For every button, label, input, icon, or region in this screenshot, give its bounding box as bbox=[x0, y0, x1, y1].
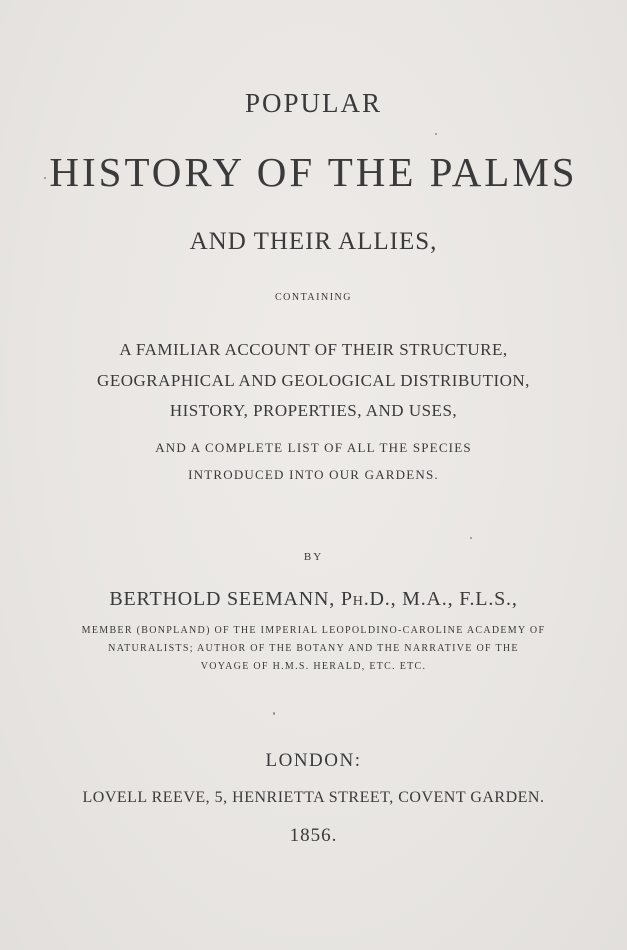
description-line: HISTORY, PROPERTIES, AND USES, bbox=[169, 401, 458, 420]
paper-speck bbox=[44, 177, 46, 179]
publication-place: LONDON: bbox=[265, 750, 362, 771]
title-line-popular: POPULAR bbox=[244, 88, 383, 118]
affiliation-line: MEMBER (BONPLAND) OF THE IMPERIAL LEOPOLDINO-CAROLINE ACADEMY OF bbox=[81, 625, 546, 636]
main-title: HISTORY OF THE PALMS bbox=[49, 149, 578, 195]
publisher: LOVELL REEVE, 5, HENRIETTA STREET, COVENT GARDEN. bbox=[82, 789, 545, 806]
by-label: BY bbox=[303, 551, 324, 563]
author-name: BERTHOLD SEEMANN, Ph.D., M.A., F.L.S., bbox=[109, 588, 518, 610]
description-line: GEOGRAPHICAL AND GEOLOGICAL DISTRIBUTION, bbox=[97, 371, 530, 390]
affiliation-line: VOYAGE OF H.M.S. HERALD, ETC. ETC. bbox=[200, 661, 427, 672]
description-line: INTRODUCED INTO OUR GARDENS. bbox=[188, 467, 439, 482]
description-line: AND A COMPLETE LIST OF ALL THE SPECIES bbox=[155, 440, 472, 455]
paper-speck bbox=[435, 133, 437, 135]
description-line: A FAMILIAR ACCOUNT OF THEIR STRUCTURE, bbox=[119, 340, 508, 359]
containing-label: CONTAINING bbox=[275, 292, 352, 303]
affiliation-line: NATURALISTS; AUTHOR OF THE BOTANY AND THE NARRATIVE OF THE bbox=[108, 643, 519, 654]
title-line-allies: AND THEIR ALLIES, bbox=[189, 228, 438, 255]
paper-speck bbox=[470, 537, 472, 539]
publication-year: 1856. bbox=[289, 825, 338, 846]
paper-speck bbox=[273, 712, 275, 715]
